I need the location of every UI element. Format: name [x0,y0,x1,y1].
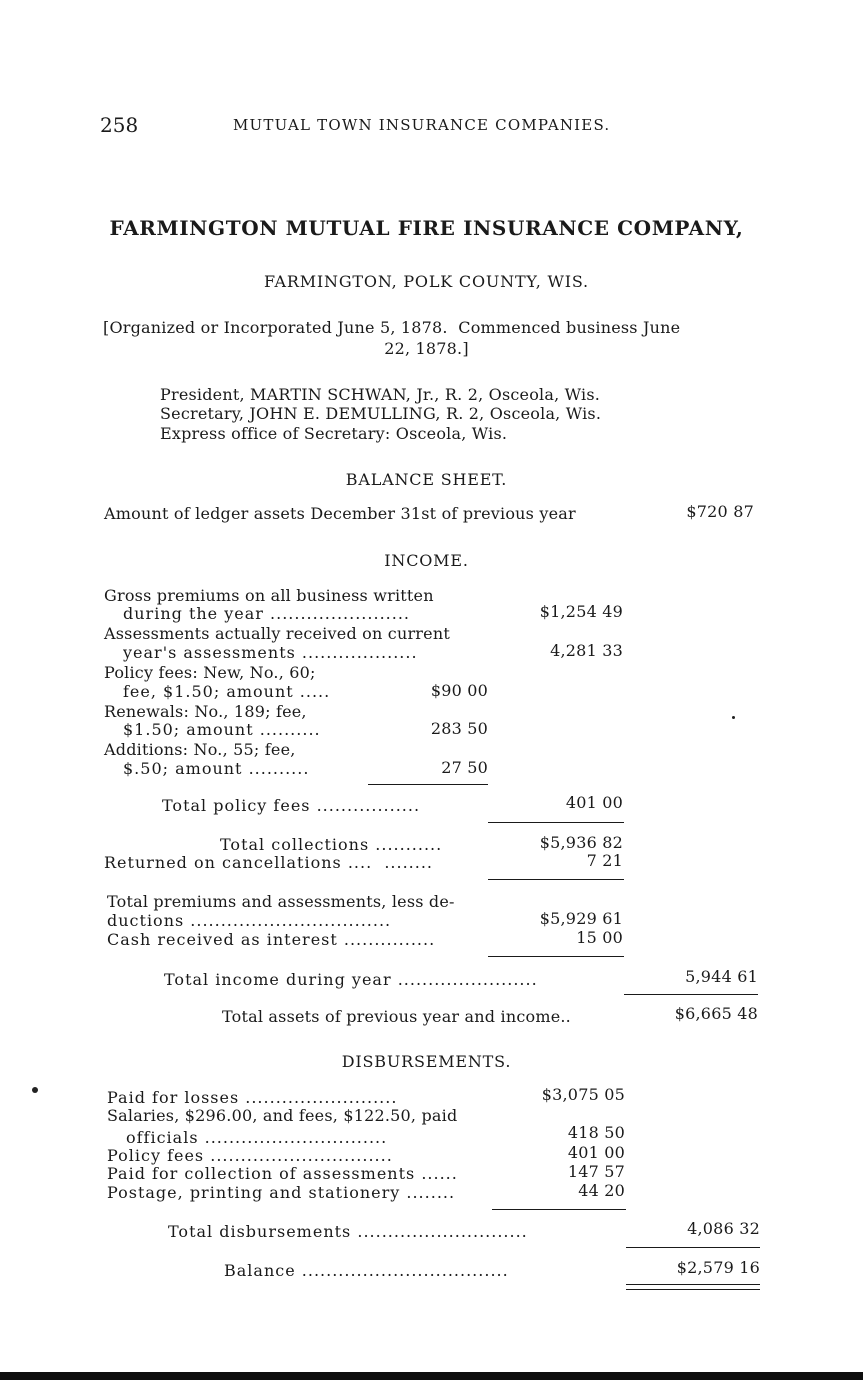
total-premiums-label-1: Total premiums and assessments, less de- [107,892,455,911]
total-disbursements-rule [626,1247,760,1248]
collection-assessments-label: Paid for collection of assessments ...... [107,1164,458,1183]
balance-sheet-heading: BALANCE SHEET. [345,470,508,489]
additions-value: 27 50 [441,758,488,777]
renewals-value: 283 50 [430,719,488,738]
postage-label: Postage, printing and stationery ........ [107,1183,456,1202]
gross-premiums-label-2: during the year ....................... [123,604,410,623]
interest-label: Cash received as interest ............... [107,930,436,949]
balance-label: Balance .................................. [224,1261,509,1280]
salaries-label-2: officials .............................. [126,1128,388,1147]
secretary-line: Secretary, JOHN E. DEMULLING, R. 2, Osceola, Wis. [160,404,602,423]
cancellations-rule [488,879,624,880]
disbursement-policy-fees-label: Policy fees .............................. [107,1146,393,1165]
total-premiums-value: $5,929 61 [539,909,623,928]
total-disbursements-label: Total disbursements ............................ [168,1222,528,1241]
total-policy-fees-label: Total policy fees ................. [162,796,421,815]
organized-line-1: [Organized or Incorporated June 5, 1878. Commenced business June [103,318,681,337]
postage-value: 44 20 [578,1181,625,1200]
returned-cancellations-label: Returned on cancellations .... ........ [104,853,434,872]
disbursements-heading: DISBURSEMENTS. [341,1052,512,1071]
interest-value: 15 00 [576,928,623,947]
company-name: FARMINGTON MUTUAL FIRE INSURANCE COMPANY, [109,216,744,240]
president-line: President, MARTIN SCHWAN, Jr., R. 2, Osceola, Wis. [160,385,601,404]
balance-double-rule-bottom [626,1289,760,1290]
total-premiums-label-2: ductions ................................. [107,911,392,930]
gross-premiums-value: $1,254 49 [539,602,623,621]
additions-label-2: $.50; amount .......... [123,759,310,778]
losses-label: Paid for losses ......................... [107,1088,398,1107]
policy-fees-new-value: $90 00 [430,681,488,700]
income-heading: INCOME. [384,551,469,570]
total-assets-label: Total assets of previous year and income.. [222,1007,571,1026]
balance-value: $2,579 16 [676,1258,760,1277]
page-number: 258 [100,113,139,137]
assessments-label-2: year's assessments ................... [123,643,418,662]
salaries-label-1: Salaries, $296.00, and fees, $122.50, paid [107,1106,458,1125]
policy-fees-subtotal-rule [368,784,488,785]
total-assets-value: $6,665 48 [674,1004,758,1023]
total-disbursements-value: 4,086 32 [687,1219,760,1238]
balance-double-rule-top [626,1284,760,1285]
renewals-label-1: Renewals: No., 189; fee, [104,702,307,721]
total-income-value: 5,944 61 [685,967,758,986]
total-policy-fees-value: 401 00 [565,793,623,812]
total-income-label: Total income during year ....................... [164,970,538,989]
assessments-value: 4,281 33 [550,641,623,660]
collections-rule [488,822,624,823]
policy-fees-label-2: fee, $1.50; amount ..... [123,682,331,701]
renewals-label-2: $1.50; amount .......... [123,720,321,739]
returned-cancellations-value: 7 21 [586,851,623,870]
interest-rule [488,956,624,957]
assessments-label-1: Assessments actually received on current [104,624,450,643]
running-title: MUTUAL TOWN INSURANCE COMPANIES. [233,116,611,134]
ink-speck [732,716,735,719]
ledger-assets-label: Amount of ledger assets December 31st of previous year [104,504,576,523]
disbursements-subtotal-rule [492,1209,626,1210]
additions-label-1: Additions: No., 55; fee, [104,740,296,759]
ledger-assets-value: $720 87 [686,502,754,521]
salaries-value: 418 50 [567,1123,625,1142]
scan-edge-bar [0,1372,863,1380]
ink-speck [32,1087,38,1093]
organized-line-2: 22, 1878.] [384,339,469,358]
collection-assessments-value: 147 57 [567,1162,625,1181]
gross-premiums-label-1: Gross premiums on all business written [104,586,434,605]
company-location: FARMINGTON, POLK COUNTY, WIS. [264,272,589,291]
losses-value: $3,075 05 [541,1085,625,1104]
disbursement-policy-fees-value: 401 00 [567,1143,625,1162]
total-income-rule [624,994,758,995]
policy-fees-label-1: Policy fees: New, No., 60; [104,663,316,682]
total-collections-label: Total collections ........... [220,835,443,854]
total-collections-value: $5,936 82 [539,833,623,852]
express-office-line: Express office of Secretary: Osceola, Wis. [160,424,508,443]
